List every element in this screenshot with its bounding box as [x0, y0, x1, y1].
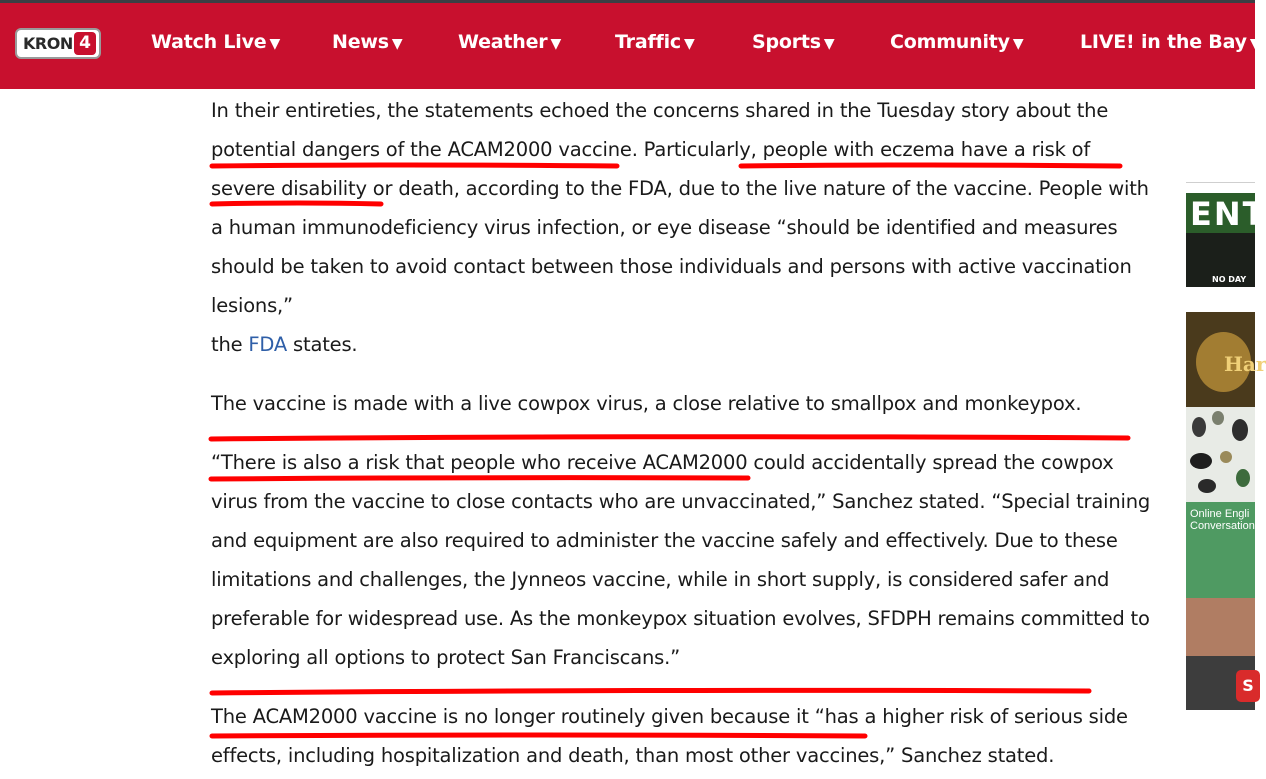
- nav-news[interactable]: [332, 31, 402, 53]
- fda-link[interactable]: FDA: [248, 333, 288, 356]
- nav-weather[interactable]: [458, 31, 561, 53]
- nav-label: Weather: [458, 31, 548, 53]
- ad-english-course[interactable]: [1186, 502, 1255, 598]
- bird-shape: [1220, 451, 1232, 463]
- highlighted-text: “There is also a risk that people who receive ACAM2000 could accidentally spread the cowpox virus from the vaccine to close contacts who are unvaccinated,”: [211, 451, 1114, 513]
- caret-down-icon: ▼: [683, 36, 695, 52]
- sidebar-divider: [1186, 182, 1255, 183]
- sidebar-ad-stack[interactable]: [1186, 312, 1266, 710]
- caret-down-icon: ▼: [391, 36, 403, 52]
- ad-brand-text: Har: [1224, 352, 1266, 376]
- paragraph-statements: [211, 91, 1151, 364]
- ad-course-text: Online Engli Conversation: [1190, 508, 1255, 532]
- nav-label: Watch Live: [151, 31, 267, 53]
- text-segment: . Particularly,: [631, 138, 763, 161]
- nav-label: News: [332, 31, 389, 53]
- ad-birds-illustration[interactable]: [1186, 407, 1255, 502]
- text-segment: Sanchez stated.: [895, 744, 1055, 767]
- nav-traffic[interactable]: [615, 31, 695, 53]
- ad-action-button[interactable]: S: [1236, 670, 1260, 702]
- text-segment: , according to the FDA, due to the live nature of the vaccine. People with a human immunodeficiency virus infection, or eye disease “should be identified and measures should be taken to avoid contact between those individuals and persons with active vaccination lesions,”: [211, 177, 1149, 317]
- highlighted-text: potential dangers of the ACAM2000 vaccine: [211, 138, 632, 161]
- bird-shape: [1236, 469, 1250, 487]
- nav-live-in-the-bay[interactable]: [1080, 31, 1260, 53]
- nav-watch-live[interactable]: [151, 31, 280, 53]
- nav-label: Sports: [752, 31, 821, 53]
- bird-shape: [1190, 453, 1212, 469]
- nav-label: Traffic: [615, 31, 681, 53]
- ad-harry-potter[interactable]: [1186, 312, 1266, 407]
- text-segment: Sanchez stated. “Special training and equipment are also required to administer the vaccine safely and effectively. Due to these limitations and challenges, the Jynneos vaccine, while in short supply, is considered safer and preferable for widespread use. As the monkeypox situation evolves, SFDPH remains committed to exploring all options to protect San Franciscans.”: [211, 490, 1151, 669]
- nav-community[interactable]: [890, 31, 1023, 53]
- logo-text: KRON: [23, 34, 73, 53]
- ad-caption: NO DAY: [1212, 275, 1247, 284]
- paragraph-acam2000-risk: [211, 697, 1151, 775]
- caret-down-icon: ▼: [1249, 36, 1261, 52]
- caret-down-icon: ▼: [1012, 36, 1024, 52]
- logo-number: 4: [74, 32, 96, 55]
- caret-down-icon: ▼: [269, 36, 281, 52]
- highlighted-text: The ACAM2000 vaccine is no longer routinely given because it “has a higher risk of serious side effects, including hospitalization and death, than most other vaccines,”: [211, 705, 1128, 767]
- nav-label: Community: [890, 31, 1010, 53]
- nav-label: LIVE! in the Bay: [1080, 31, 1247, 53]
- highlighted-text: people with eczema have a risk of severe disability or death: [211, 138, 1091, 200]
- bird-shape: [1232, 419, 1248, 441]
- bird-shape: [1212, 411, 1224, 425]
- paragraph-sanchez-quote: [211, 443, 1151, 677]
- article-body: [211, 91, 1151, 775]
- ad-title: ENT: [1190, 195, 1266, 233]
- ad-photo[interactable]: [1186, 598, 1255, 656]
- text-segment: In their entireties, the statements echoed the concerns shared in the Tuesday story about the: [211, 99, 1109, 122]
- paragraph-cowpox: The vaccine is made with a live cowpox virus, a close relative to smallpox and monkeypox.: [211, 392, 1082, 415]
- sidebar-ad-entertainment[interactable]: [1186, 193, 1266, 287]
- caret-down-icon: ▼: [823, 36, 835, 52]
- site-header: [0, 3, 1261, 89]
- text-segment: the: [211, 333, 249, 356]
- nav-sports[interactable]: [752, 31, 834, 53]
- kron4-logo[interactable]: [15, 28, 101, 59]
- text-segment: states.: [287, 333, 358, 356]
- bird-shape: [1192, 417, 1206, 437]
- caret-down-icon: ▼: [550, 36, 562, 52]
- bird-shape: [1198, 479, 1216, 493]
